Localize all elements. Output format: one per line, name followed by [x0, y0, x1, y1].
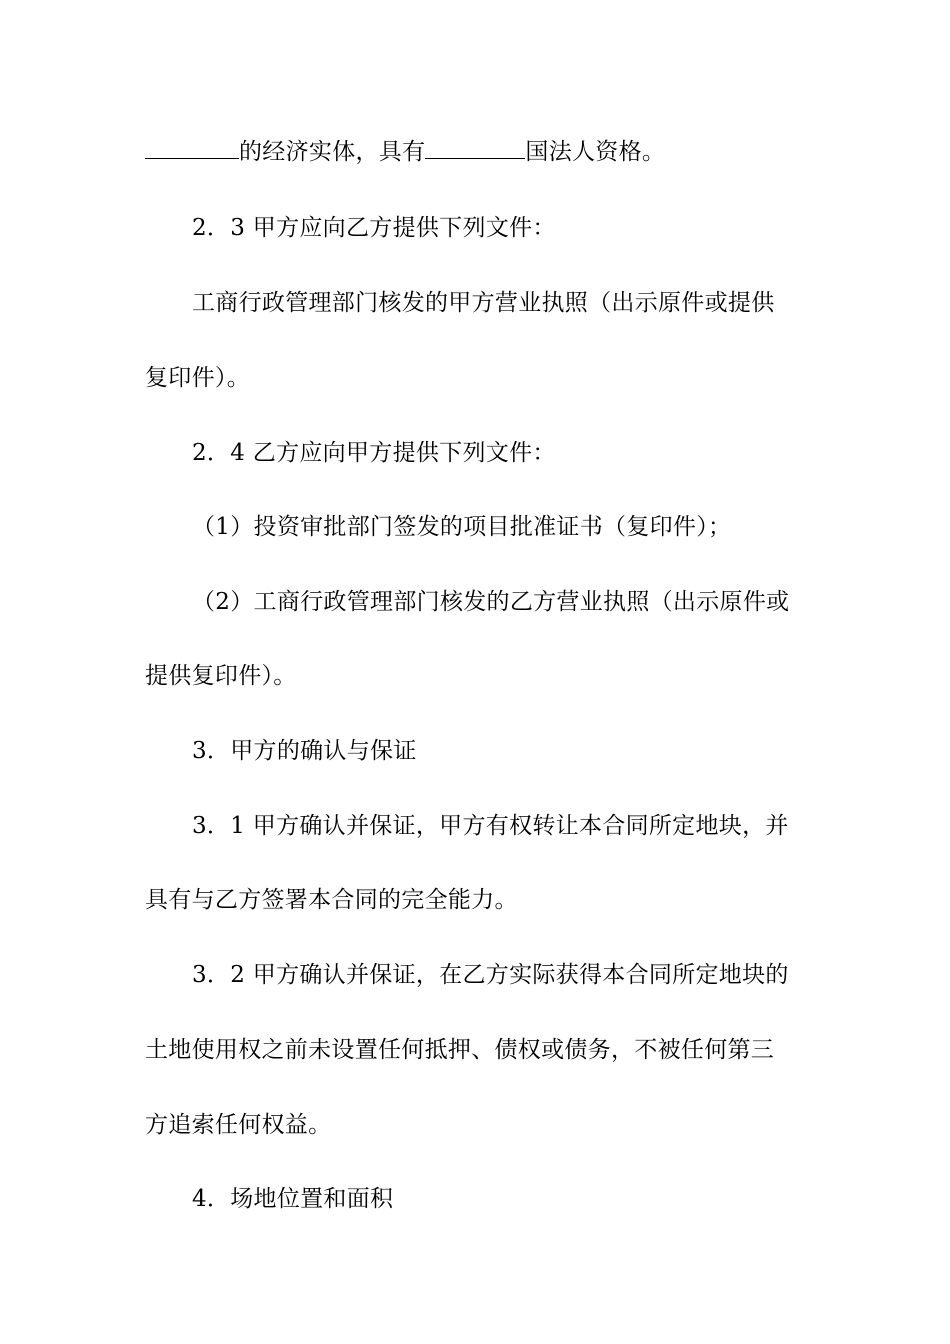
paragraph-line: 提供复印件）。	[145, 663, 297, 689]
clause-2-4-heading: 2．4 乙方应向甲方提供下列文件：	[192, 440, 556, 466]
paragraph-line: 工商行政管理部门核发的甲方营业执照（出示原件或提供	[192, 290, 775, 316]
section-4-heading: 4．场地位置和面积	[192, 1186, 394, 1212]
paragraph-line: 土地使用权之前未设置任何抵押、债权或债务，不被任何第三	[145, 1037, 775, 1063]
list-item-2: （2）工商行政管理部门核发的乙方营业执照（出示原件或	[192, 589, 790, 615]
clause-2-3-heading: 2．3 甲方应向乙方提供下列文件：	[192, 215, 556, 241]
text-segment: 国法人资格。	[525, 139, 666, 165]
paragraph-line: 复印件）。	[145, 365, 250, 391]
list-item-1: （1）投资审批部门签发的项目批准证书（复印件）；	[192, 514, 732, 540]
fill-blank	[145, 136, 239, 159]
section-3-heading: 3．甲方的确认与保证	[192, 738, 417, 764]
fill-blank	[425, 136, 525, 159]
text-line-entity-clause	[145, 136, 815, 168]
text-segment: 的经济实体，具有	[239, 139, 426, 165]
clause-3-1: 3．1 甲方确认并保证，甲方有权转让本合同所定地块，并	[192, 813, 789, 839]
paragraph-line: 具有与乙方签署本合同的完全能力。	[145, 887, 518, 913]
clause-3-2: 3．2 甲方确认并保证，在乙方实际获得本合同所定地块的	[192, 962, 789, 988]
paragraph-line: 方追索任何权益。	[145, 1112, 332, 1138]
